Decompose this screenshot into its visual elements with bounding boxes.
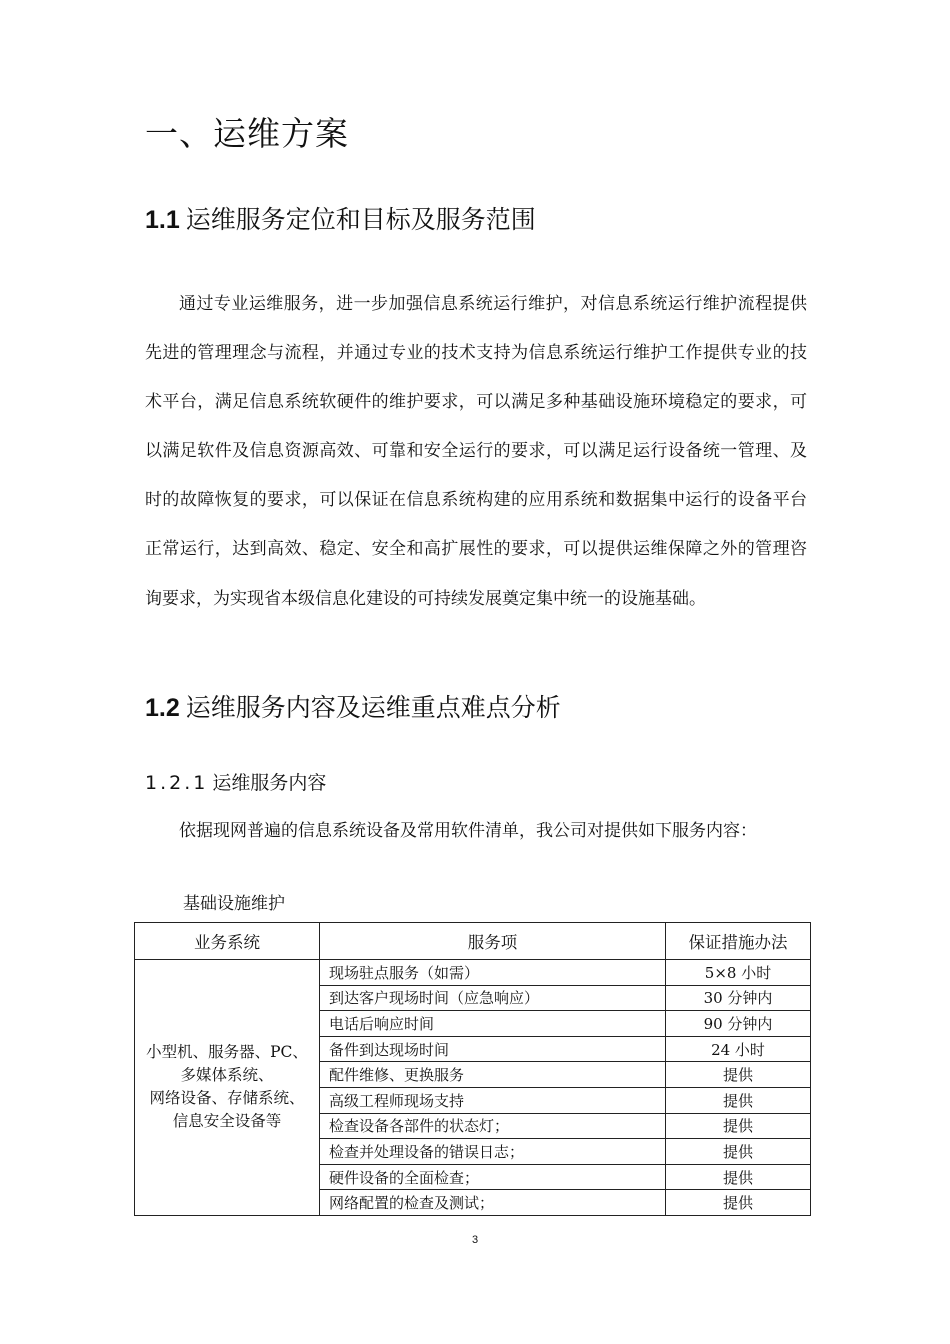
section-title: 运维服务内容及运维重点难点分析 <box>185 693 561 722</box>
table-row <box>135 960 811 986</box>
guarantee-cell: 90 分钟内 <box>666 1011 811 1037</box>
subsection-number: 1.2.1 <box>145 772 209 794</box>
service-item-cell: 现场驻点服务（如需） <box>320 960 666 986</box>
header-guarantee-measure: 保证措施办法 <box>666 923 811 960</box>
service-item-cell: 网络配置的检查及测试； <box>320 1190 666 1216</box>
header-service-item: 服务项 <box>320 923 666 960</box>
system-line: 网络设备、存储系统、 <box>149 1089 305 1108</box>
business-system-cell <box>135 960 320 1216</box>
guarantee-cell: 提供 <box>666 1139 811 1165</box>
section-number: 1.2 <box>145 694 180 722</box>
table-header-row <box>135 923 811 960</box>
guarantee-cell: 5×8 小时 <box>666 960 811 986</box>
section-heading-1-2 <box>145 688 561 724</box>
section-heading-1-1 <box>145 200 536 236</box>
body-paragraph-1: 通过专业运维服务，进一步加强信息系统运行维护，对信息系统运行维护流程提供先进的管理理念与流程，并通过专业的技术支持为信息系统运行维护工作提供专业的技术平台，满足信息系统软硬件的维护要求，可以满足多种基础设施环境稳定的要求，可以满足软件及信息资源高效、可靠和安全运行的要求，可以满足运行设备统一管理、及时的故障恢复的要求，可以保证在信息系统构建的应用系统和数据集中运行的设备平台正常运行，达到高效、稳定、安全和高扩展性的要求，可以提供运维保障之外的管理咨询要求，为实现省本级信息化建设的可持续发展奠定集中统一的设施基础。 <box>145 294 807 609</box>
service-item-cell: 检查并处理设备的错误日志； <box>320 1139 666 1165</box>
service-item-cell: 检查设备各部件的状态灯； <box>320 1113 666 1139</box>
system-line: 信息安全设备等 <box>172 1112 282 1131</box>
service-table <box>134 922 811 1216</box>
body-paragraph-2: 依据现网普遍的信息系统设备及常用软件清单，我公司对提供如下服务内容： <box>179 821 757 841</box>
guarantee-cell: 提供 <box>666 1190 811 1216</box>
guarantee-cell: 提供 <box>666 1113 811 1139</box>
service-item-cell: 备件到达现场时间 <box>320 1036 666 1062</box>
heading-main: 一、运维方案 <box>145 114 349 153</box>
guarantee-cell: 24 小时 <box>666 1036 811 1062</box>
service-item-cell: 配件维修、更换服务 <box>320 1062 666 1088</box>
system-line: 多媒体系统、 <box>180 1066 274 1085</box>
page-number: 3 <box>471 1234 479 1246</box>
subsection-title: 运维服务内容 <box>212 772 327 794</box>
guarantee-cell: 30 分钟内 <box>666 985 811 1011</box>
service-item-cell: 高级工程师现场支持 <box>320 1087 666 1113</box>
subsection-heading-1-2-1 <box>145 768 326 795</box>
section-number: 1.1 <box>145 206 180 234</box>
section-title: 运维服务定位和目标及服务范围 <box>185 205 536 234</box>
guarantee-cell: 提供 <box>666 1062 811 1088</box>
service-item-cell: 硬件设备的全面检查； <box>320 1164 666 1190</box>
service-item-cell: 电话后响应时间 <box>320 1011 666 1037</box>
guarantee-cell: 提供 <box>666 1087 811 1113</box>
header-business-system: 业务系统 <box>135 923 320 960</box>
system-line: 小型机、服务器、PC、 <box>146 1043 308 1062</box>
service-item-cell: 到达客户现场时间（应急响应） <box>320 985 666 1011</box>
guarantee-cell: 提供 <box>666 1164 811 1190</box>
table-caption: 基础设施维护 <box>183 894 285 914</box>
